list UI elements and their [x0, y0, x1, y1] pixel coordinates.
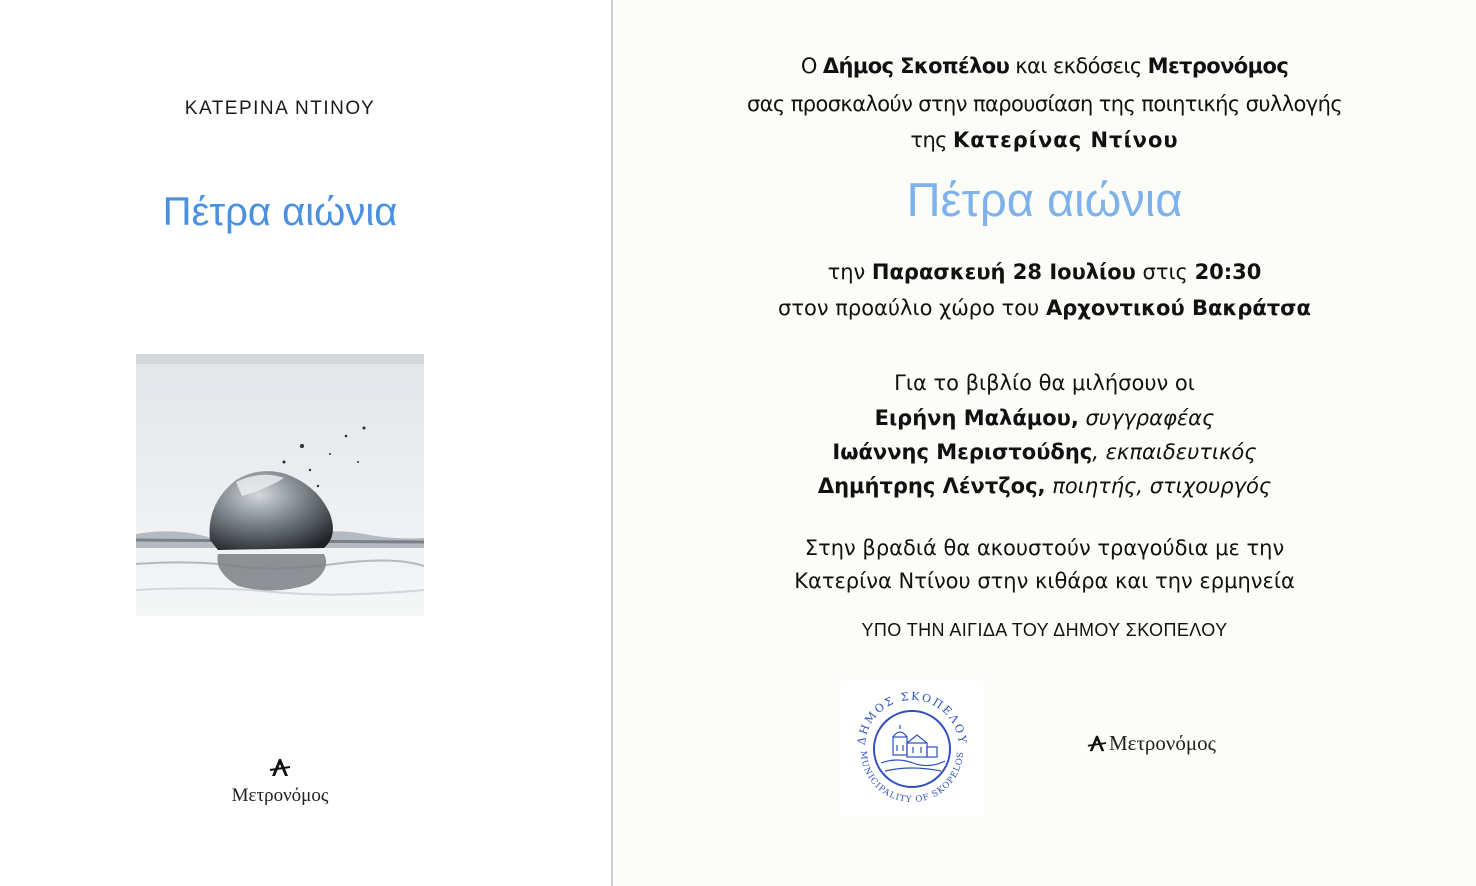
- event-time: 20:30: [1194, 260, 1262, 284]
- seal-text-bottom: MUNICIPALITY OF SKOPELOS: [857, 750, 967, 806]
- text-segment: της: [910, 128, 953, 152]
- invitation-publisher: Μετρονόμος: [1109, 731, 1216, 755]
- speaker-name: Ειρήνη Μαλάμου,: [874, 406, 1079, 430]
- invitation-line-invite: σας προσκαλούν στην παρουσίαση της ποιητικής συλλογής: [746, 92, 1343, 116]
- speakers-intro: Για το βιβλίο θα μιλήσουν οι: [894, 371, 1195, 395]
- text-segment: και εκδόσεις: [1009, 54, 1148, 78]
- invitation-line-author: [613, 128, 1476, 152]
- text-segment: την: [827, 260, 872, 284]
- music-line-2: Κατερίνα Ντίνου στην κιθάρα και την ερμηνεία: [794, 569, 1295, 593]
- seal-text-top: ΔΗΜΟΣ ΣΚΟΠΕΛΟΥ: [854, 689, 970, 746]
- host-publisher: Μετρονόμος: [1147, 54, 1289, 78]
- venue-name: Αρχοντικού Βακράτσα: [1045, 296, 1311, 320]
- cover-publisher: Μετρονόμος: [231, 785, 329, 806]
- metronomos-logo-icon: [1086, 733, 1108, 753]
- speaker-2: [613, 440, 1476, 464]
- speaker-role: , εκπαιδευτικός: [1092, 440, 1257, 464]
- event-venue: [613, 296, 1476, 320]
- speaker-role: ποιητής, στιχουργός: [1045, 474, 1272, 498]
- invitation-panel: [613, 0, 1476, 886]
- speaker-name: Ιωάννης Μεριστούδης: [832, 440, 1093, 464]
- municipality-of-skopelos-seal: [841, 681, 983, 816]
- music-line-1: Στην βραδιά θα ακουστούν τραγούδια με την: [804, 536, 1285, 560]
- invitation-line-hosts: [613, 54, 1476, 78]
- speaker-3: [613, 474, 1476, 498]
- text-segment: στις: [1135, 260, 1195, 284]
- cover-title: Πέτρα αιώνια: [162, 190, 398, 234]
- event-day: Παρασκευή 28 Ιουλίου: [871, 260, 1136, 284]
- book-cover: [0, 0, 611, 886]
- speaker-role: συγγραφέας: [1078, 406, 1215, 430]
- speaker-1: [613, 406, 1476, 430]
- text-segment: Ο: [800, 54, 823, 78]
- auspices-note: ΥΠΟ ΤΗΝ ΑΙΓΙΔΑ ΤΟΥ ΔΗΜΟΥ ΣΚΟΠΕΛΟΥ: [861, 620, 1228, 640]
- metronomos-logo-icon: [268, 756, 292, 778]
- invitation-title: Πέτρα αιώνια: [906, 173, 1183, 226]
- cover-author: ΚΑΤΕΡΙΝΑ ΝΤΙΝΟΥ: [184, 98, 376, 119]
- author-name: Κατερίνας Ντίνου: [952, 128, 1179, 152]
- speaker-name: Δημήτρης Λέντζος,: [817, 474, 1046, 498]
- rock-watercolor-illustration: [134, 350, 426, 620]
- text-segment: στον προαύλιο χώρο του: [778, 296, 1046, 320]
- host-municipality: Δήμος Σκοπέλου: [822, 54, 1010, 78]
- event-date: [613, 260, 1476, 284]
